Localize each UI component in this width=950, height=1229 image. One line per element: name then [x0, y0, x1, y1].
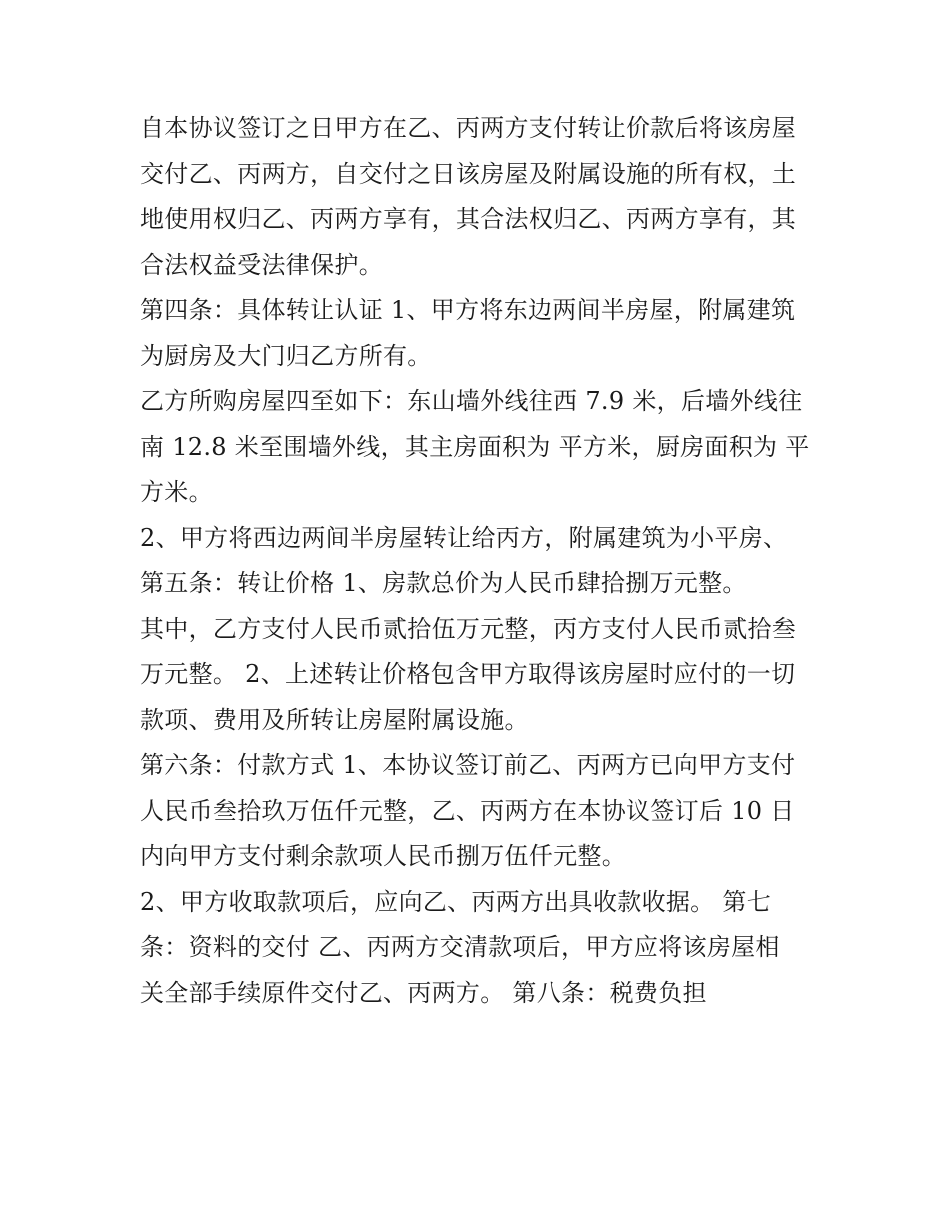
- text-line: 关全部手续原件交付乙、丙两方。 第八条：税费负担: [140, 978, 707, 1007]
- text-line: 款项、费用及所转让房屋附属设施。: [140, 705, 529, 734]
- text-line: 人民币叁拾玖万伍仟元整，乙、丙两方在本协议签订后 10 日: [140, 796, 795, 825]
- text-line: 万元整。 2、上述转让价格包含甲方取得该房屋时应付的一切: [140, 660, 796, 688]
- text-line: 2、甲方收取款项后，应向乙、丙两方出具收款收据。 第七: [140, 887, 771, 916]
- text-line: 其中，乙方支付人民币贰拾伍万元整，丙方支付人民币贰拾叁: [140, 614, 797, 643]
- text-line: 地使用权归乙、丙两方享有，其合法权归乙、丙两方享有，其: [140, 205, 797, 233]
- text-line: 南 12.8 米至围墙外线，其主房面积为 平方米，厨房面积为 平: [140, 432, 810, 461]
- paragraph-article-4: [140, 288, 820, 379]
- text-line: 2、甲方将西边两间半房屋转让给丙方，附属建筑为小平房、: [140, 523, 788, 552]
- text-line: 第四条：具体转让认证 1、甲方将东边两间半房屋，附属建筑: [140, 296, 796, 324]
- text-line: 合法权益受法律保护。: [140, 250, 383, 279]
- paragraph-party-c-transfer: [140, 516, 820, 562]
- text-line: 乙方所购房屋四至如下：东山墙外线往西 7.9 米，后墙外线往: [140, 387, 803, 415]
- document-body: [140, 106, 820, 1016]
- text-line: 第五条：转让价格 1、房款总价为人民币肆拾捌万元整。: [140, 569, 747, 597]
- paragraph-article-6: [140, 743, 820, 880]
- text-line: 为厨房及大门归乙方所有。: [140, 341, 432, 370]
- paragraph-party-b-boundaries: [140, 379, 820, 516]
- text-line: 条：资料的交付 乙、丙两方交清款项后，甲方应将该房屋相: [140, 933, 780, 961]
- paragraph-price-split: [140, 607, 820, 744]
- paragraph-article-5: [140, 561, 820, 607]
- paragraph-articles-7-8: [140, 880, 820, 1017]
- text-line: 方米。: [140, 478, 213, 506]
- text-line: 交付乙、丙两方，自交付之日该房屋及附属设施的所有权，土: [140, 159, 797, 188]
- paragraph-transfer-of-ownership: [140, 106, 820, 288]
- text-line: 自本协议签订之日甲方在乙、丙两方支付转让价款后将该房屋: [140, 114, 797, 142]
- text-line: 内向甲方支付剩余款项人民币捌万伍仟元整。: [140, 842, 626, 870]
- text-line: 第六条：付款方式 1、本协议签订前乙、丙两方已向甲方支付: [140, 751, 796, 779]
